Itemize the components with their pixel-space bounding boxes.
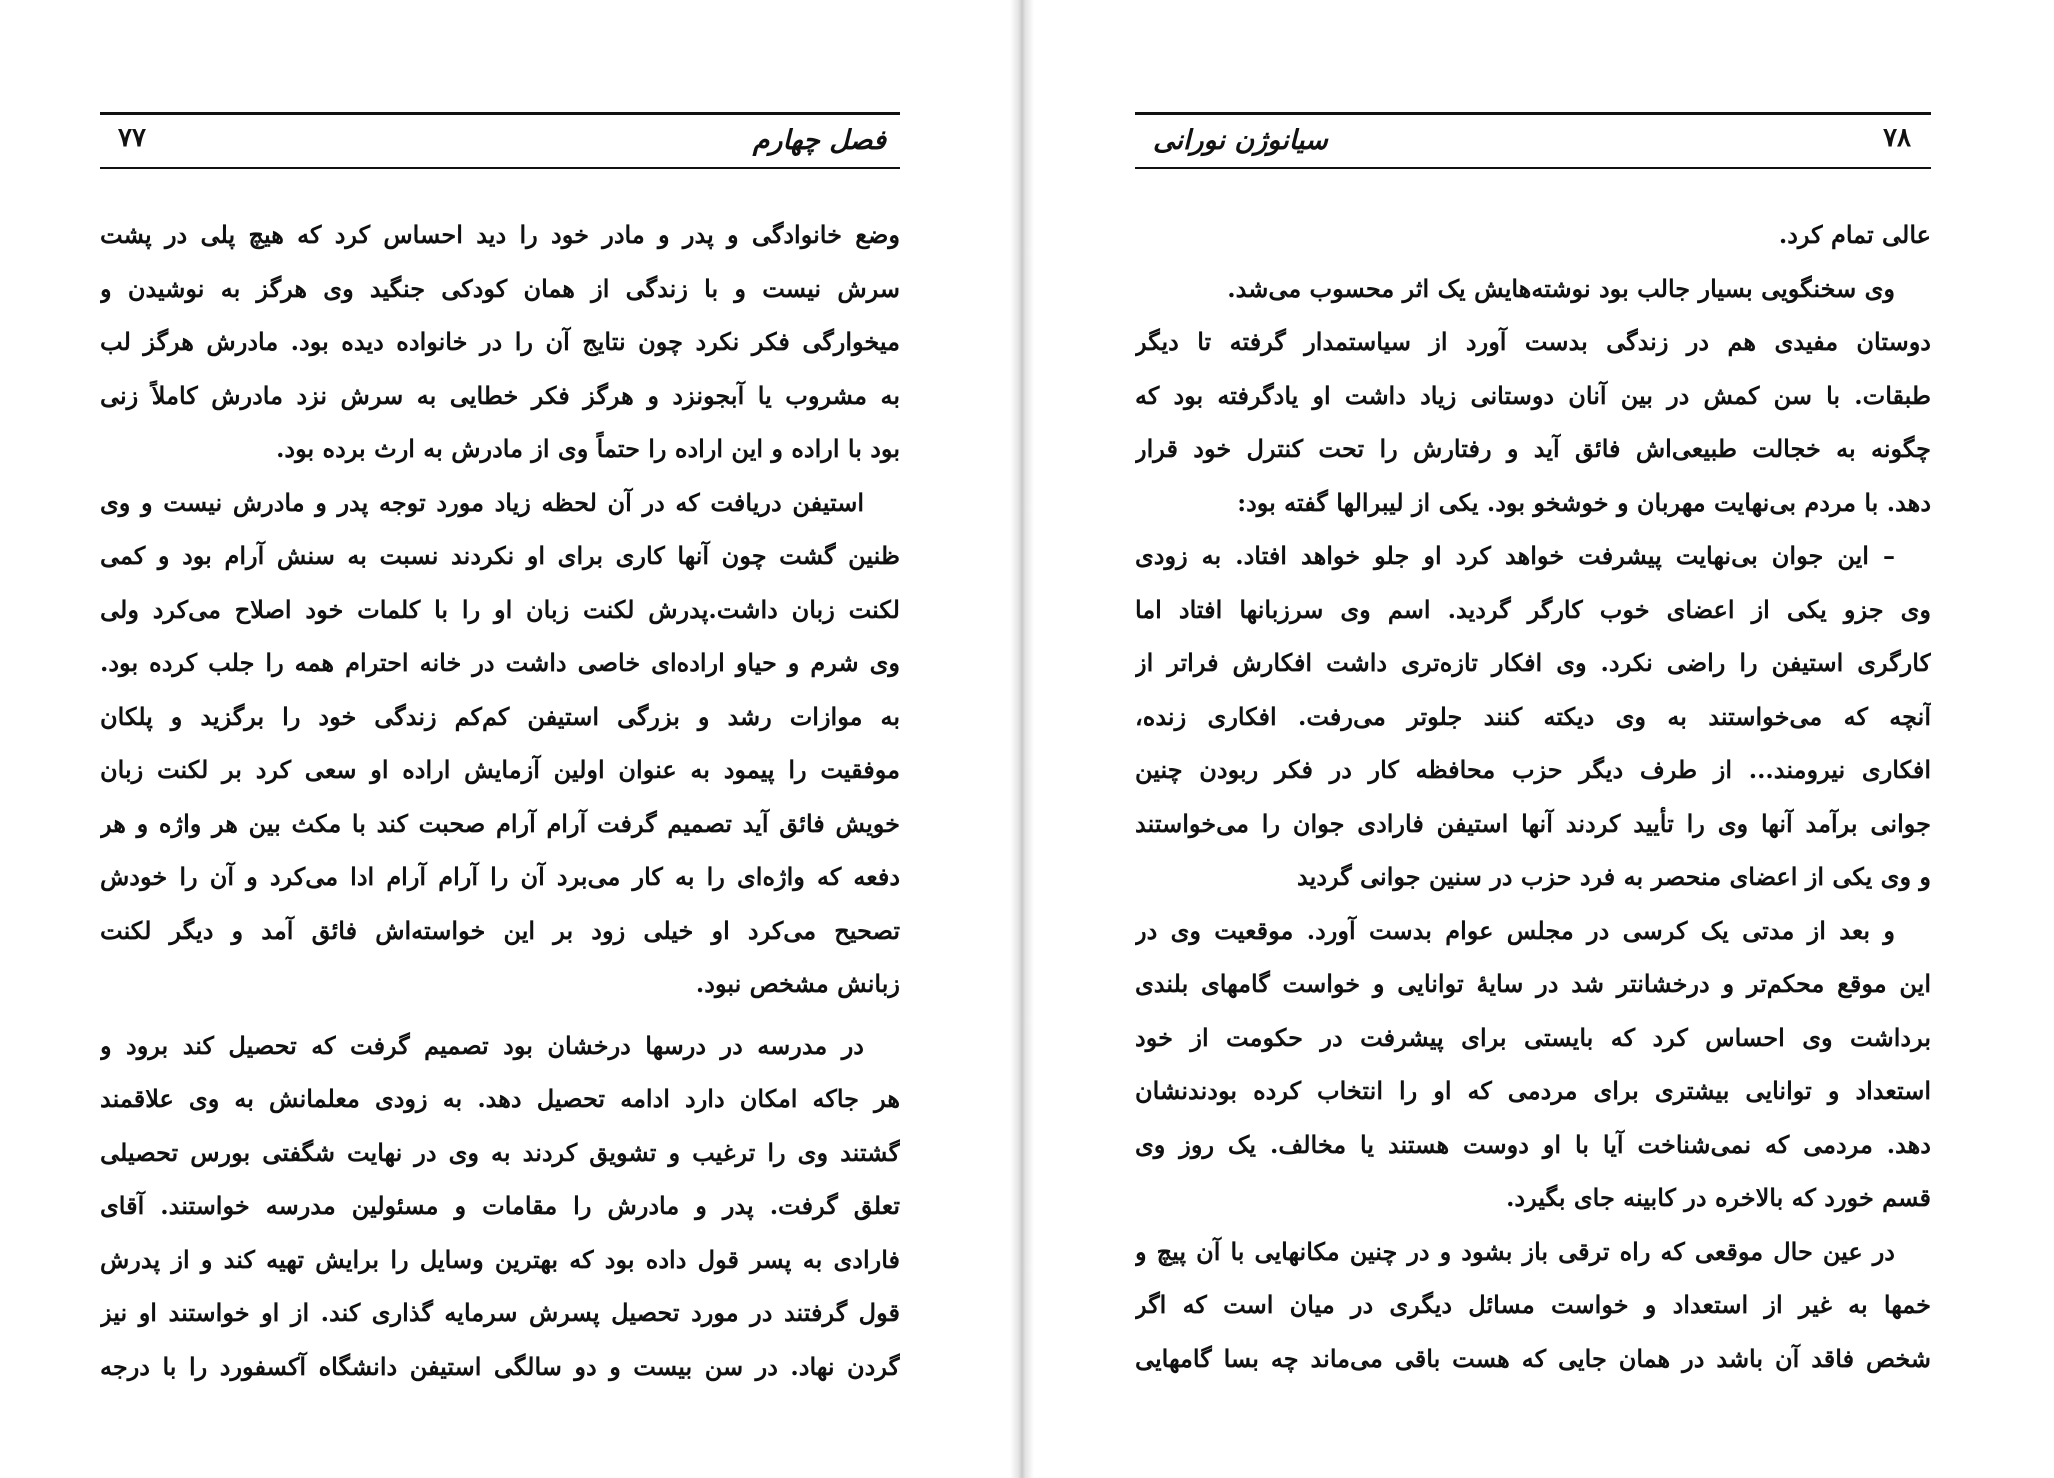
text-line: بود با اراده و این اراده را حتماً وی از مادرش به ارث برده بود.	[276, 434, 900, 463]
page-header	[1135, 112, 1931, 169]
text-line: خمها به غیر از استعداد و خواست مسائل دیگری در میان است که اگر	[1135, 1290, 1931, 1319]
text-line: موفقیت را پیمود به عنوان اولین آزمایش اراده او سعی کرد بر لکنت زبان	[100, 755, 900, 784]
text-line: وی شرم و حیاو اراده‌ای خاصی داشت در خانه احترام همه را جلب کرده بود.	[100, 648, 900, 677]
text-line: فارادی به پسر قول داده بود که بهترین وسایل را برایش تهیه کند و از پدرش	[100, 1244, 900, 1274]
text-line: وضع خانوادگی و پدر و مادر خود را دید احساس کرد که هیچ پلی در پشت	[100, 220, 900, 249]
text-line: گشتند وی را ترغیب و تشویق کردند به وی در نهایت شگفتی بورس تحصیلی	[100, 1137, 900, 1167]
text-line: تصحیح می‌کرد او خیلی زود بر این خواسته‌اش فائق آمد و دیگر لکنت	[100, 915, 900, 945]
text-line: قول گرفتند در مورد تحصیل پسرش سرمایه گذاری کند. از او خواستند او نیز	[100, 1298, 900, 1327]
text-line: تعلق گرفت. پدر و مادرش را مقامات و مسئولین مدرسه خواستند. آقای	[100, 1191, 900, 1220]
text-line: وی سخنگویی بسیار جالب بود نوشته‌هایش یک اثر محسوب می‌شد.	[1227, 273, 1895, 303]
text-line: در عین حال موقعی که راه ترقی باز بشود و در چنین مکانهایی با آن پیچ و	[1135, 1236, 1895, 1266]
text-line: این موقع محکم‌تر و درخشانتر شد در سایهٔ توانایی و خواست گامهای بلندی	[1135, 969, 1931, 998]
text-line: دفعه که واژه‌ای را به کار می‌برد آن را آرام آرام ادا می‌کرد و آن را خودش	[100, 862, 900, 891]
text-line: هر جاکه امکان دارد ادامه تحصیل دهد. به زودی معلمانش به وی علاقمند	[100, 1084, 900, 1113]
left-page	[0, 0, 1000, 1478]
text-line: در مدرسه در درسها درخشان بود تصمیم گرفت که تحصیل کند برود و	[100, 1030, 864, 1060]
text-line: جوانی برآمد آنها وی را تأیید کردند آنها استیفن فارادی جوان را می‌خواستند	[1135, 808, 1931, 838]
book-gutter	[1010, 0, 1034, 1478]
chapter-title: فصل چهارم	[752, 125, 886, 156]
paragraph-gap	[100, 1011, 900, 1019]
text-line: عالی تمام کرد.	[1778, 220, 1931, 249]
text-line: قسم خورد که بالاخره در کابینه جای بگیرد.	[1506, 1183, 1931, 1212]
page-body	[100, 208, 900, 1393]
text-line: برداشت وی احساس کرد که بایستی برای پیشرفت در حکومت از خود	[1135, 1022, 1931, 1052]
text-line: گردن نهاد. در سن بیست و دو سالگی استیفن دانشگاه آکسفورد را با درجه	[100, 1351, 900, 1381]
text-line: دهد. مردمی که نمی‌شناخت آیا با او دوست هستند یا مخالف. یک روز وی	[1135, 1129, 1931, 1159]
text-line: به موازات رشد و بزرگی استیفن کم‌کم زندگی خود را برگزید و پلکان	[100, 701, 900, 731]
text-line: وی جزو یکی از اعضای خوب کارگر گردید. اسم وی سرزبانها افتاد اما	[1135, 594, 1931, 624]
text-line: افکاری نیرومند... از طرف دیگر حزب محافظه کار در فکر ربودن چنین	[1135, 755, 1931, 784]
right-page	[1034, 0, 2034, 1478]
book-title: سیانوژن نورانی	[1153, 125, 1328, 156]
text-line: – این جوان بی‌نهایت پیشرفت خواهد کرد او جلو خواهد افتاد. به زودی	[1135, 541, 1895, 570]
text-line: ظنین گشت چون آنها کاری برای او نکردند نسبت به سنش آرام بود و کمی	[100, 541, 900, 570]
text-line: استعداد و توانایی بیشتری برای مردمی که او را انتخاب کرده بودندنشان	[1135, 1076, 1931, 1105]
text-line: و وی یکی از اعضای منحصر به فرد حزب در سنین جوانی گردید	[1297, 862, 1931, 891]
text-line: و بعد از مدتی یک کرسی در مجلس عوام بدست آورد. موقعیت وی در	[1135, 915, 1895, 945]
text-line: شخص فاقد آن باشد در همان جایی که هست باقی می‌ماند چه بسا گامهایی	[1135, 1343, 1931, 1373]
text-line: کارگری استیفن را راضی نکرد. وی افکار تازه‌تری داشت افکارش فراتر از	[1135, 648, 1931, 677]
text-line: دوستان مفیدی هم در زندگی بدست آورد از سیاستمدار گرفته تا دیگر	[1135, 327, 1931, 356]
text-line: طبقات. با سن کمش در بین آنان دوستانی زیاد داشت او یادگرفته بود که	[1135, 380, 1931, 410]
text-line: به مشروب یا آبجونزد و هرگز فکر خطایی به سرش نزد مادرش کاملاً زنی	[100, 380, 900, 410]
text-line: استیفن دریافت که در آن لحظه زیاد مورد توجه پدر و مادرش نیست و وی	[100, 487, 864, 517]
page-header	[100, 112, 900, 169]
page-body	[1135, 208, 1931, 1385]
text-line: خویش فائق آید تصمیم گرفت آرام آرام صحبت کند با مکث بین هر واژه و هر	[100, 808, 900, 838]
text-line: آنچه که می‌خواستند به وی دیکته کنند جلوتر می‌رفت. افکاری زنده،	[1135, 701, 1931, 731]
text-line: سرش نیست و با زندگی از همان کودکی جنگید وی هرگز به نوشیدن و	[100, 273, 900, 303]
text-line: لکنت زبان داشت.پدرش لکنت زبان او را با کلمات خود اصلاح می‌کرد ولی	[100, 594, 900, 624]
page-number: ۷۸	[1883, 123, 1911, 153]
text-line: میخوارگی فکر نکرد چون نتایج آن را در خانواده دیده بود. مادرش هرگز لب	[100, 327, 900, 356]
text-line: دهد. با مردم بی‌نهایت مهربان و خوشخو بود. یکی از لیبرالها گفته بود:	[1237, 487, 1931, 517]
text-line: چگونه به خجالت طبیعی‌اش فائق آید و رفتارش را تحت کنترل خود قرار	[1135, 434, 1931, 463]
page-number: ۷۷	[118, 123, 146, 153]
text-line: زبانش مشخص نبود.	[695, 969, 900, 998]
